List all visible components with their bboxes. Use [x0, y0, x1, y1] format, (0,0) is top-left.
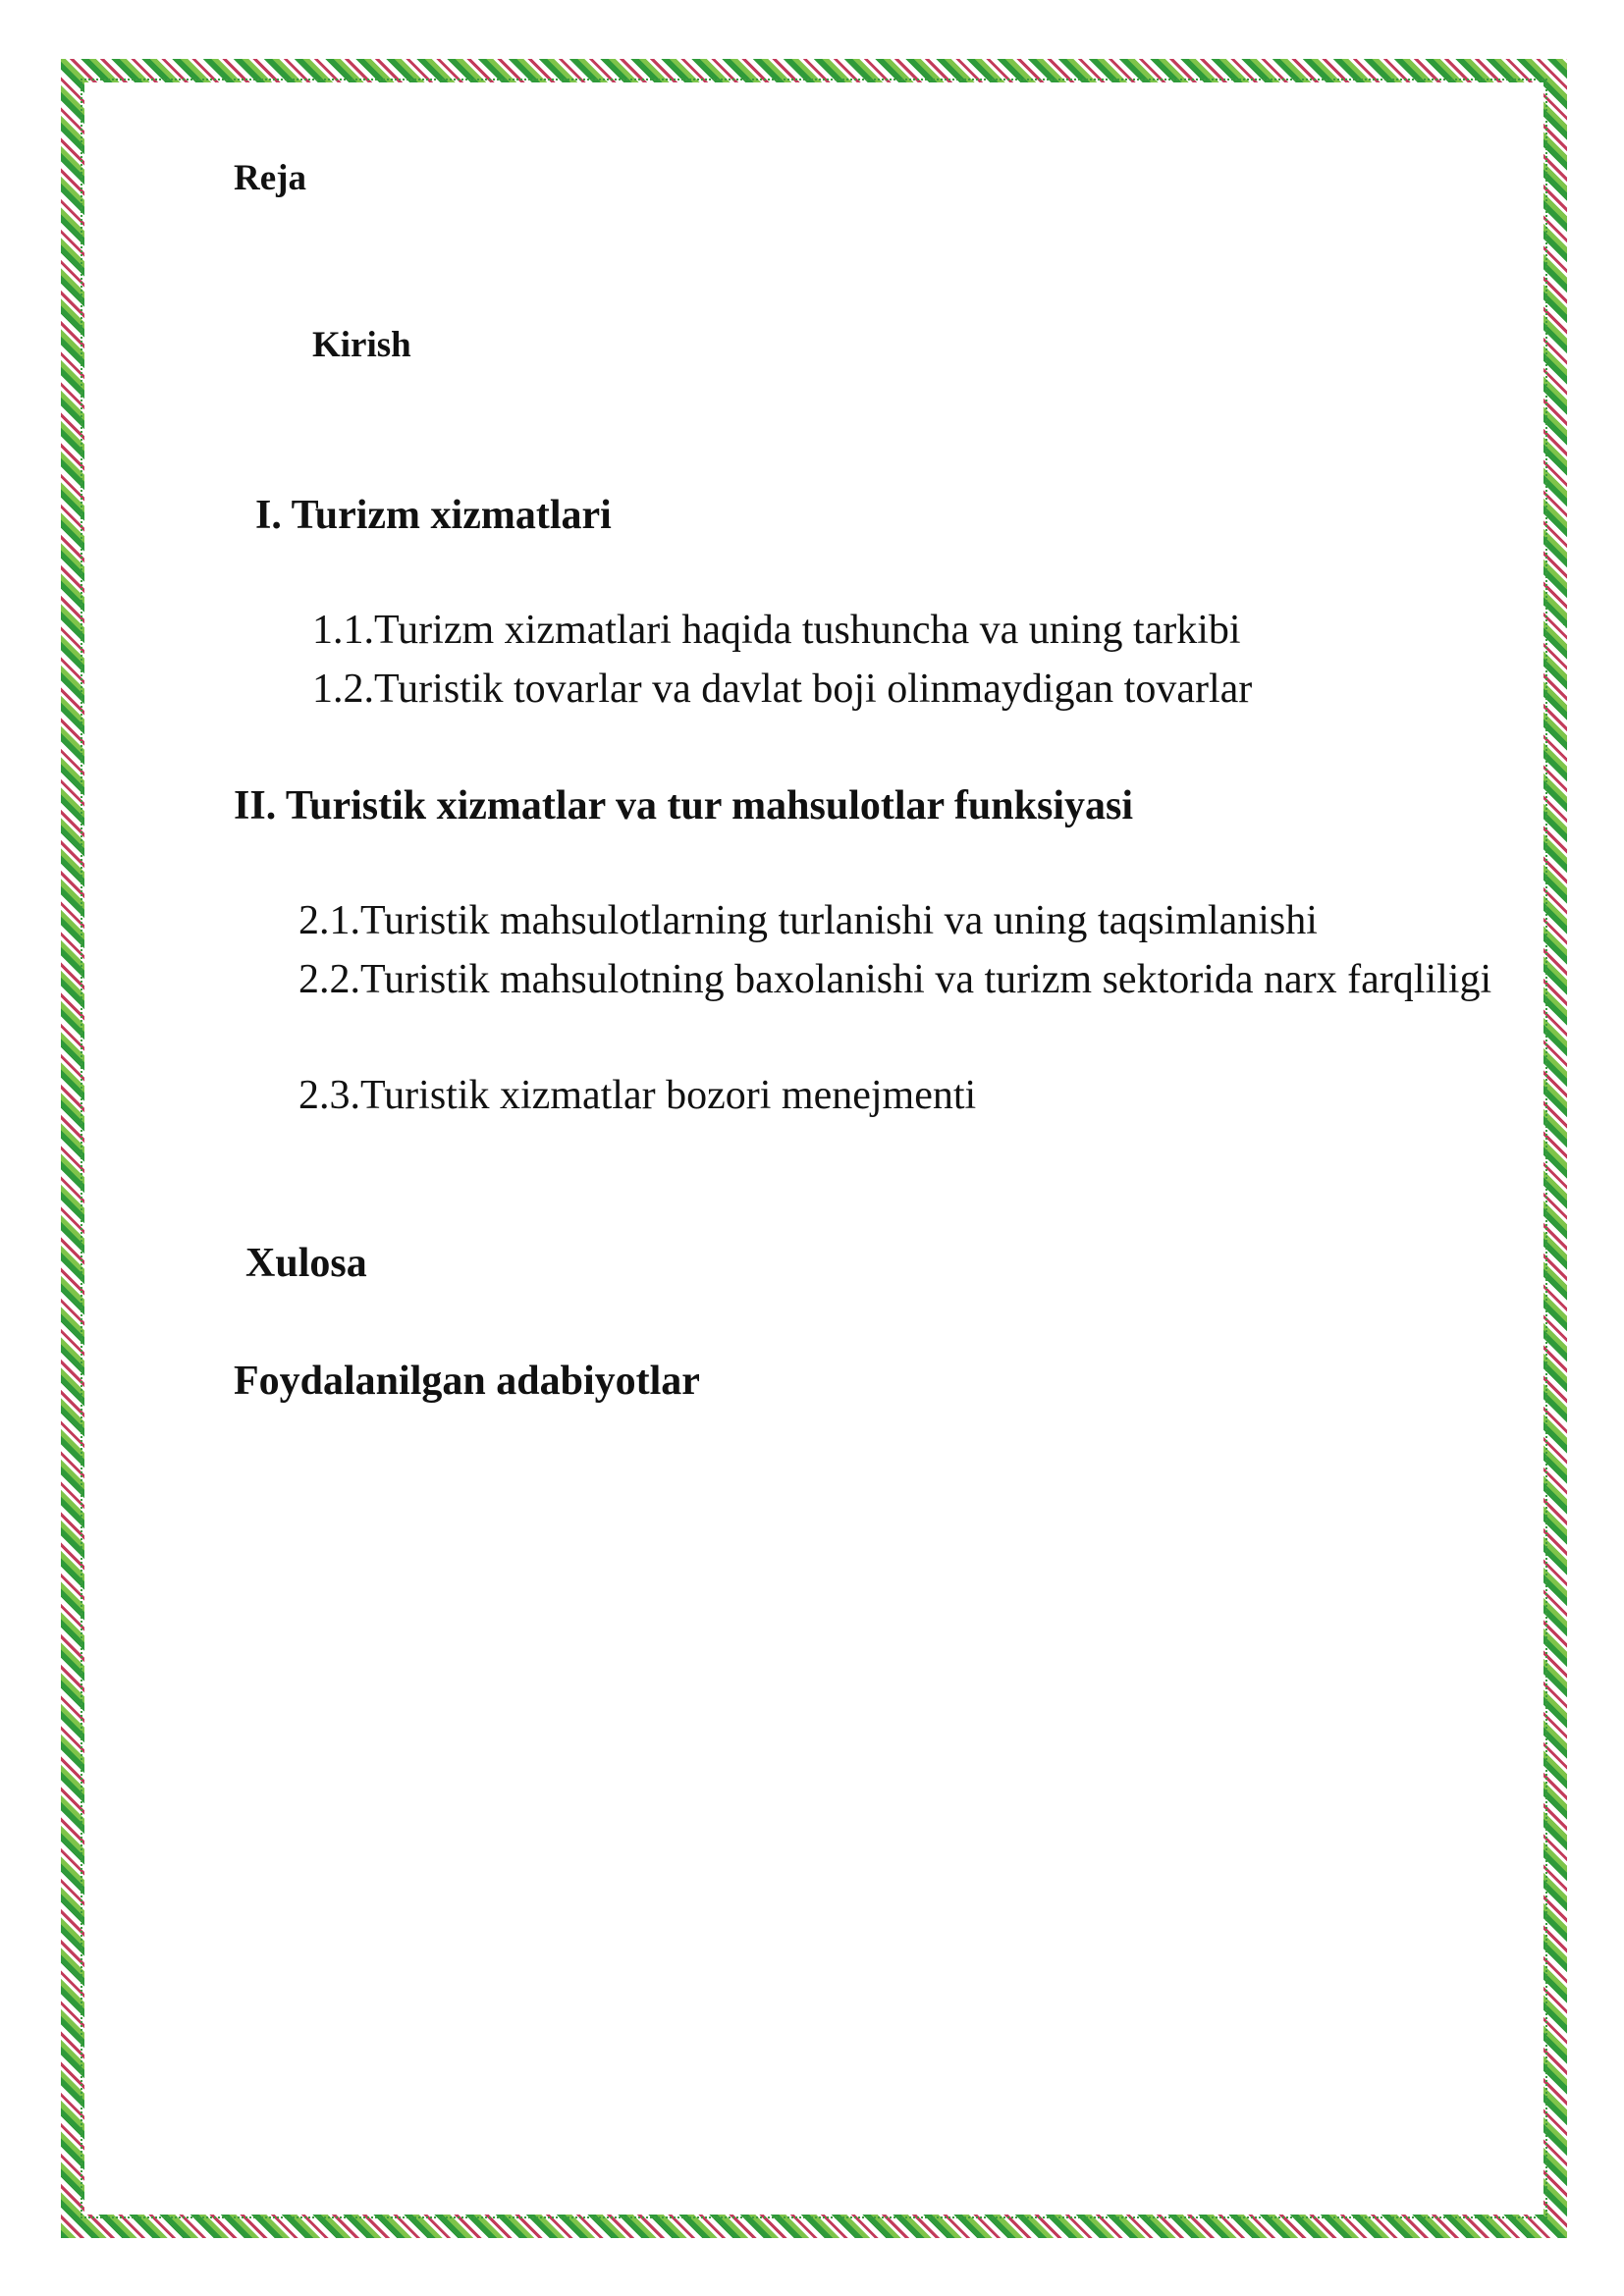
- section-2-item-1: 2.1.Turistik mahsulotlarning turlanishi va uning taqsimlanishi: [298, 898, 1318, 943]
- section-1-item-1: 1.1.Turizm xizmatlari haqida tushuncha va uning tarkibi: [312, 608, 1241, 653]
- section-2-item-3: 2.3.Turistik xizmatlar bozori menejmenti: [298, 1073, 977, 1118]
- section-1-item-2: 1.2.Turistik tovarlar va davlat boji olinmaydigan tovarlar: [312, 667, 1253, 712]
- conclusion-heading: Xulosa: [245, 1241, 367, 1286]
- references-heading: Foydalanilgan adabiyotlar: [234, 1359, 700, 1404]
- plan-title: Reja: [234, 158, 306, 198]
- section-2-heading: II. Turistik xizmatlar va tur mahsulotlar funksiyasi: [234, 783, 1134, 828]
- intro-heading: Kirish: [312, 325, 411, 365]
- section-1-heading: I. Turizm xizmatlari: [255, 493, 612, 538]
- section-2-item-2: 2.2.Turistik mahsulotning baxolanishi va turizm sektorida narx farqliligi: [298, 957, 1492, 1002]
- decorative-page-border: [61, 59, 1567, 2238]
